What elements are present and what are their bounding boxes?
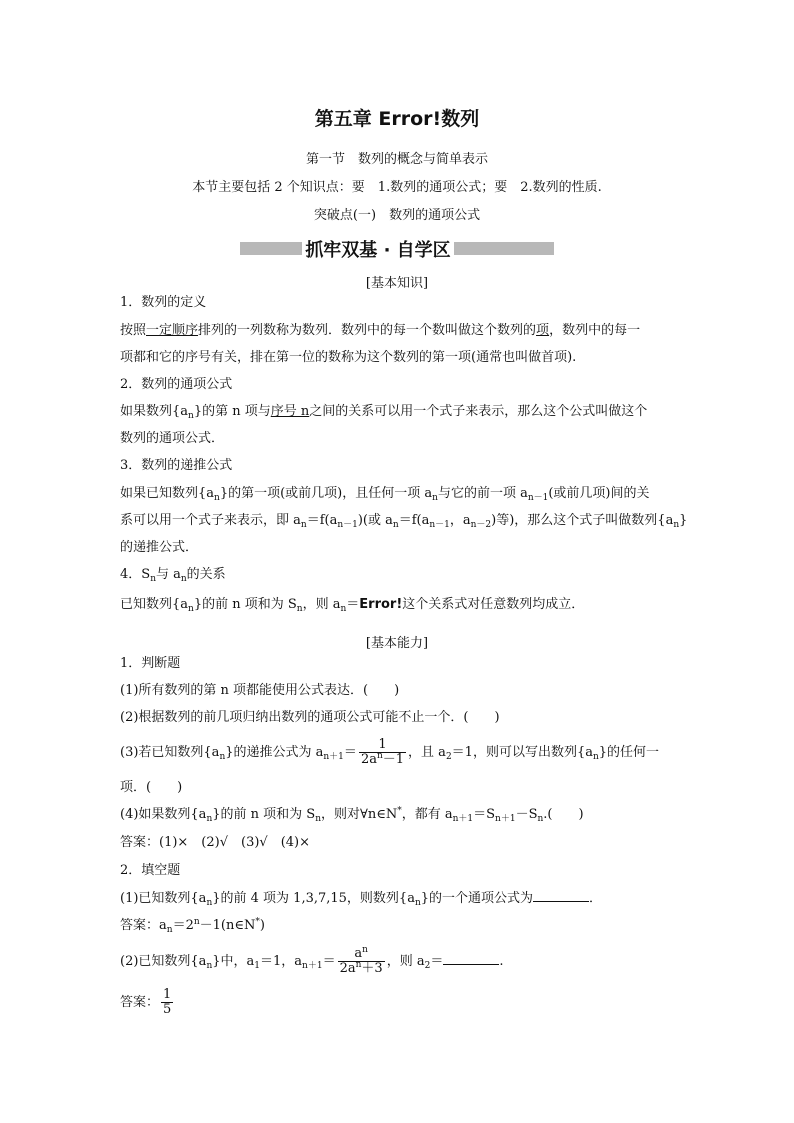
text: (4)如果数列{a (120, 807, 207, 822)
breakpoint-heading: 突破点(一) 数列的通项公式 (313, 208, 481, 223)
text: ＝f(a (306, 513, 338, 528)
key-point-icon: 要 (351, 180, 365, 195)
answer-blank[interactable] (533, 889, 589, 902)
text: ＝1，a (260, 954, 303, 969)
text: (1)已知数列{a (120, 891, 207, 906)
text: 与 a (155, 567, 181, 582)
text: }的一个通项公式为 (420, 891, 534, 906)
text: ，则对∀n∈N (320, 807, 398, 822)
k4-heading (120, 566, 680, 584)
text: ＝S (473, 807, 496, 822)
knowledge-point-2: 2.数列的性质. (520, 180, 602, 195)
text: 之间的关系可以用一个式子来表示，那么这个公式叫做这个 (309, 404, 648, 419)
subscript: n (214, 493, 220, 503)
q1-statement-3-cont: 项．( ) (120, 780, 183, 795)
text: 答案：a (120, 918, 167, 933)
k3-line-1 (120, 485, 680, 503)
text: ＝ (322, 954, 336, 969)
text: 的关系 (186, 567, 226, 582)
text: (或前几项)间的关 (548, 486, 650, 501)
fraction (161, 988, 173, 1017)
subscript: n (340, 604, 347, 614)
q1-statement-4 (120, 806, 680, 824)
text: －1 (382, 752, 405, 767)
subscript: n＋1 (323, 752, 344, 762)
text: }的前 n 项和为 S (193, 597, 297, 612)
text: }的递推公式为 a (225, 745, 324, 760)
text: ＋3 (361, 961, 383, 976)
numerator: 1 (359, 738, 406, 753)
k2-line-2: 数列的通项公式． (120, 431, 225, 446)
text: 4．S (120, 567, 151, 582)
text: ＝ (430, 954, 444, 969)
subscript: n (392, 520, 399, 530)
underlined-term: 序号 n (270, 404, 310, 419)
k1-heading: 1．数列的定义 (120, 295, 207, 310)
q2-heading: 2．填空题 (120, 863, 181, 878)
key-point-icon: 要 (494, 180, 508, 195)
superscript: * (397, 806, 402, 816)
chapter-title (0, 104, 794, 131)
text: )(或 a (357, 513, 393, 528)
text: }的前 4 项为 1,3,7,15，则数列{a (212, 891, 415, 906)
k3-line-3: 的递推公式． (120, 540, 199, 555)
text: )等)，那么这个式子叫做数列{a (491, 513, 674, 528)
text: ． (589, 891, 603, 906)
basic-knowledge-heading: [基本知识] (365, 276, 429, 291)
q1-statement-2: (2)根据数列的前几项归纳出数列的通项公式可能不止一个．( ) (120, 710, 500, 725)
chapter-error-text: Error! (378, 108, 442, 130)
chapter-name: 数列 (441, 108, 480, 130)
text: ＝f(a (398, 513, 430, 528)
text: ＝ (346, 597, 360, 612)
knowledge-points-intro (0, 176, 794, 195)
text: }中，a (212, 954, 255, 969)
subscript: n (673, 520, 680, 530)
subscript: n＋1 (302, 961, 323, 971)
subscript: n (188, 604, 194, 614)
superscript: n (376, 751, 383, 761)
subscript: n－1 (527, 493, 549, 503)
subscript: n (300, 520, 307, 530)
denominator: 5 (163, 1002, 172, 1017)
text: 已知数列{a (120, 597, 189, 612)
subscript: n (166, 925, 173, 935)
superscript: n (193, 917, 200, 927)
text: －S (515, 807, 538, 822)
basic-ability-heading: [基本能力] (365, 636, 429, 651)
text: }的任何一 (598, 745, 660, 760)
section-title: 第一节 数列的概念与简单表示 (305, 152, 488, 167)
subscript: 2 (424, 961, 431, 971)
text: a (354, 946, 363, 961)
q2-problem-2 (120, 947, 680, 977)
subscript: 1 (254, 961, 260, 971)
text: 2a (360, 752, 377, 767)
text: 排列的一列数称为数列．数列中的每一个数叫做这个数列的 (198, 323, 537, 338)
text: ，都有 a (401, 807, 453, 822)
q2-answer-2 (120, 988, 680, 1018)
subscript: n (219, 752, 226, 762)
subscript: n (315, 814, 321, 824)
subscript: n (432, 493, 438, 503)
k4-line-1 (120, 596, 680, 614)
denominator (338, 962, 385, 976)
numerator: 1 (163, 987, 172, 1002)
chapter-number: 第五章 (314, 108, 372, 130)
text: －1(n∈N (199, 918, 256, 933)
subscript: n (206, 961, 213, 971)
subscript: n (592, 752, 599, 762)
text: ＝2 (172, 918, 194, 933)
banner-bar-left (240, 242, 302, 255)
text: ，数列中的每一 (549, 323, 641, 338)
q2-problem-1 (120, 889, 680, 908)
fraction (338, 947, 385, 976)
k2-heading: 2．数列的通项公式 (120, 377, 233, 392)
denominator (359, 753, 406, 767)
q1-statement-1: (1)所有数列的第 n 项都能使用公式表达．( ) (120, 683, 400, 698)
subscript: n (188, 411, 194, 421)
superscript: n (362, 945, 368, 955)
q2-answer-1 (120, 917, 680, 935)
subscript: n (206, 898, 213, 908)
text: 与它的前一项 a (437, 486, 528, 501)
subscript: n＋1 (495, 814, 516, 824)
text: 2a (339, 961, 356, 976)
q1-heading: 1．判断题 (120, 656, 181, 671)
text: }的第 n 项与 (193, 404, 271, 419)
banner-bar-right (454, 242, 554, 255)
q1-answer: 答案：(1)× (2)√ (3)√ (4)× (120, 835, 311, 850)
text: ，a (449, 513, 471, 528)
error-text: Error! (359, 597, 403, 612)
text: }的前 n 项和为 S (212, 807, 316, 822)
subscript: n (180, 574, 187, 584)
subscript: n－1 (337, 520, 358, 530)
text: 如果已知数列{a (120, 486, 215, 501)
text: ，且 a (408, 745, 446, 760)
text: (3)若已知数列{a (120, 745, 220, 760)
superscript: * (255, 917, 260, 927)
intro-text: 本节主要包括 2 个知识点： (192, 180, 352, 195)
knowledge-point-1: 1.数列的通项公式； (377, 180, 495, 195)
subscript: n (296, 604, 303, 614)
text: ，则 a (302, 597, 341, 612)
text: 按照 (120, 323, 147, 338)
text: ，则 a (386, 954, 425, 969)
text: . (499, 954, 504, 969)
text: } (679, 513, 688, 528)
subscript: n (537, 814, 544, 824)
text: 系可以用一个式子来表示，即 a (120, 513, 301, 528)
text: ) (259, 918, 265, 933)
subscript: n＋1 (452, 814, 474, 824)
underlined-term: 一定顺序 (146, 323, 199, 338)
text: .( ) (543, 807, 584, 822)
text: 这个关系式对任意数列均成立． (402, 597, 585, 612)
superscript: n (355, 960, 362, 970)
banner-title: 抓牢双基 · 自学区 (305, 240, 451, 261)
k3-line-2 (120, 512, 688, 530)
k1-line-2: 项都和它的序号有关，排在第一位的数称为这个数列的第一项(通常也叫做首项). (120, 350, 577, 365)
fraction (359, 738, 406, 767)
answer-blank[interactable] (443, 952, 499, 965)
text: (2)已知数列{a (120, 954, 207, 969)
subscript: n－1 (429, 520, 450, 530)
k3-heading: 3．数列的递推公式 (120, 458, 233, 473)
text: 如果数列{a (120, 404, 189, 419)
text: 答案： (120, 995, 160, 1010)
text: ＝1，则可以写出数列{a (451, 745, 593, 760)
q1-statement-3 (120, 738, 680, 768)
k1-line-1 (120, 322, 680, 340)
subscript: n－2 (470, 520, 492, 530)
subscript: n (150, 574, 156, 584)
text: ＝ (343, 745, 357, 760)
subscript: n (414, 898, 421, 908)
underlined-term: 项 (536, 323, 550, 338)
subscript: n (206, 814, 213, 824)
subscript: 2 (445, 752, 452, 762)
text: }的第一项(或前几项)，且任何一项 a (219, 486, 433, 501)
k2-line-1 (120, 403, 680, 421)
